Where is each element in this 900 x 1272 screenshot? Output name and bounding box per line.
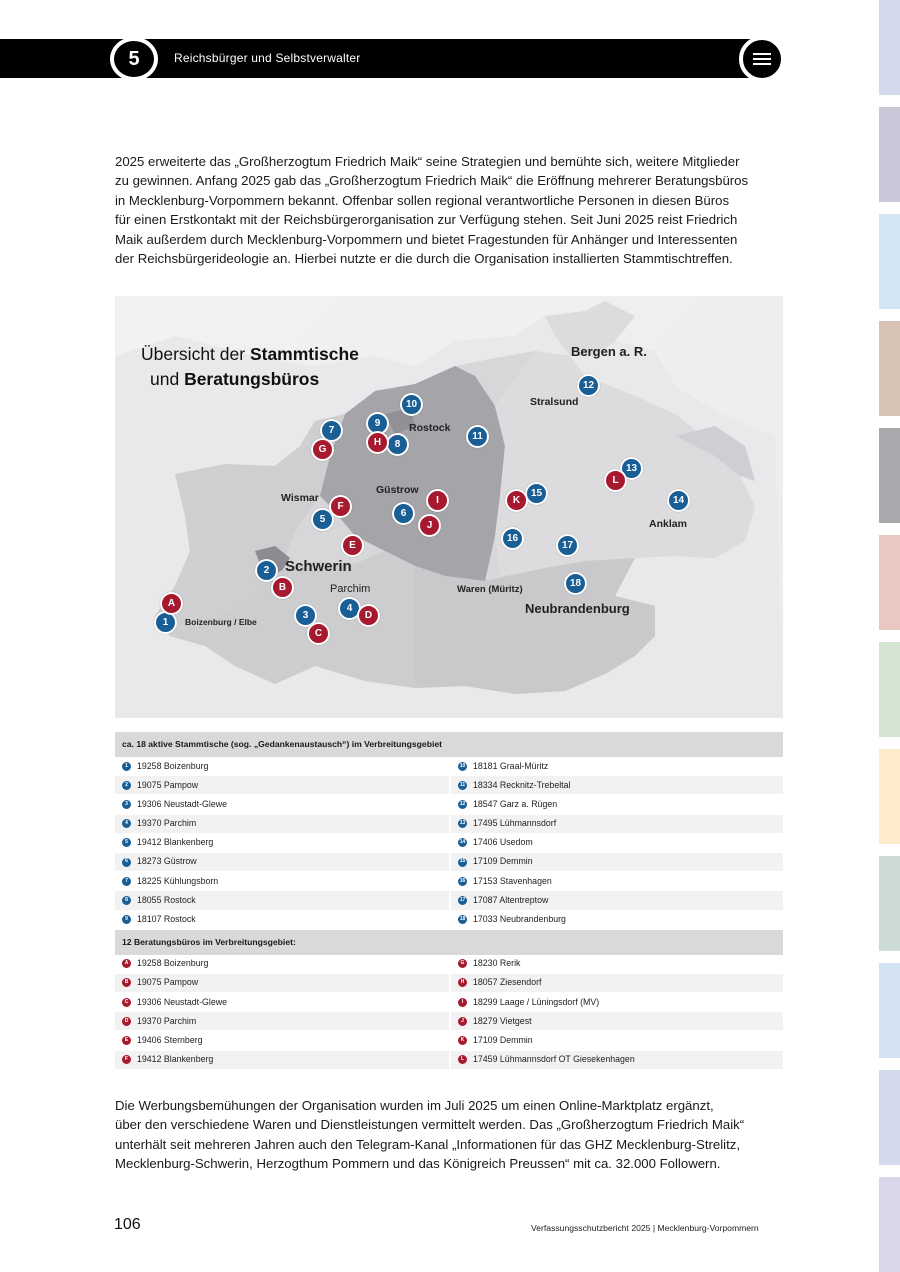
chapter-number-badge[interactable] [110, 37, 158, 81]
location-text: 18055 Rostock [137, 894, 196, 905]
marker-dot-icon: 18 [458, 915, 467, 924]
text-line: in Mecklenburg-Vorpommern bekannt. Offenbar sollen regional verantwortliche Personen in diesen Büros [115, 192, 730, 208]
table-row [115, 872, 783, 891]
table-cell [449, 872, 783, 891]
table-cell [449, 993, 783, 1012]
table-cell [115, 757, 449, 776]
stammtisch-marker[interactable]: 7 [320, 419, 343, 442]
location-text: 18225 Kühlungsborn [137, 875, 219, 886]
marker-dot-icon: 8 [122, 896, 131, 905]
stammtisch-marker[interactable]: 13 [620, 457, 643, 480]
location-text: 18279 Vietgest [473, 1015, 532, 1026]
table-row [115, 911, 783, 930]
stammtisch-marker[interactable]: 18 [564, 572, 587, 595]
stammtisch-marker[interactable]: 4 [338, 597, 361, 620]
chapter-number: 5 [128, 47, 140, 70]
hamburger-icon-line [753, 53, 771, 55]
location-text: 17153 Stavenhagen [473, 875, 552, 886]
table-cell [449, 795, 783, 814]
chapter-tab[interactable] [879, 321, 900, 416]
chapter-tab[interactable] [879, 535, 900, 630]
text-line: Mecklenburg-Schwerin, Herzogthum Pommern und das Königreich Preussen“ mit ca. 32.000 Followern. [115, 1156, 721, 1172]
table-section-header: ca. 18 aktive Stammtische (sog. „Gedankenaustausch“) im Verbreitungsgebiet [115, 732, 783, 757]
table-row [115, 891, 783, 910]
marker-dot-icon: 2 [122, 781, 131, 790]
chapter-tab[interactable] [879, 749, 900, 844]
marker-dot-icon: 15 [458, 858, 467, 867]
location-text: 18334 Recknitz-Trebeltal [473, 779, 571, 790]
table-row [115, 1031, 783, 1050]
location-text: 19306 Neustadt-Glewe [137, 798, 227, 809]
table-cell [115, 834, 449, 853]
text-line: für einen Erstkontakt mit der Reichsbürgerorganisation zur Verfügung stehen. Seit Juni 2025 reist Friedrich [115, 212, 738, 228]
beratungsbuero-marker[interactable]: E [341, 534, 364, 557]
location-text: 19412 Blankenberg [137, 837, 214, 848]
marker-dot-icon: F [122, 1055, 131, 1064]
town-label-schwerin: Schwerin [285, 558, 352, 575]
table-cell [449, 815, 783, 834]
stammtisch-marker[interactable]: 6 [392, 502, 415, 525]
table-cell [449, 1051, 783, 1070]
text-line: Maik außerdem durch Mecklenburg-Vorpommern und bietet Fragestunden für Anhänger und Interessenten [115, 231, 738, 247]
table-row [115, 1051, 783, 1070]
table-cell [115, 993, 449, 1012]
marker-dot-icon: D [122, 1017, 131, 1026]
location-text: 19370 Parchim [137, 1015, 197, 1026]
table-row [115, 1012, 783, 1031]
town-label-parchim: Parchim [330, 583, 371, 595]
table-row [115, 993, 783, 1012]
table-cell [115, 911, 449, 930]
table-cell [449, 757, 783, 776]
stammtisch-marker[interactable]: 12 [577, 374, 600, 397]
location-text: 17033 Neubrandenburg [473, 914, 566, 924]
chapter-tab[interactable] [879, 107, 900, 202]
table-section-header: 12 Beratungsbüros im Verbreitungsgebiet: [115, 930, 783, 955]
location-text: 19306 Neustadt-Glewe [137, 996, 227, 1007]
town-label-guestrow: Güstrow [376, 484, 419, 496]
marker-dot-icon: I [458, 998, 467, 1007]
marker-dot-icon: 11 [458, 781, 467, 790]
stammtische-rows [115, 757, 783, 930]
table-row [115, 853, 783, 872]
town-label-boizenburg: Boizenburg / Elbe [185, 617, 257, 627]
town-label-neubrandenburg: Neubrandenburg [525, 601, 630, 616]
text-line: 2025 erweiterte das „Großherzogtum Friedrich Maik“ seine Strategien und bemühte sich, weitere Mitglieder [115, 154, 740, 169]
marker-dot-icon: B [122, 978, 131, 987]
location-text: 17459 Lühmannsdorf OT Giesekenhagen [473, 1054, 635, 1065]
town-label-wismar: Wismar [281, 492, 319, 504]
table-cell [115, 795, 449, 814]
locations-table [115, 732, 783, 1070]
marker-dot-icon: 14 [458, 838, 467, 847]
table-row [115, 795, 783, 814]
marker-dot-icon: K [458, 1036, 467, 1045]
text-line: Die Werbungsbemühungen der Organisation wurden im Juli 2025 um einen Online-Marktplatz ergänzt, [115, 1098, 714, 1113]
location-text: 18181 Graal-Müritz [473, 760, 549, 771]
map-title: Übersicht der Stammtische und Beratungsbüros [141, 344, 359, 389]
beratungsbuero-marker[interactable]: A [160, 592, 183, 615]
marker-dot-icon: 13 [458, 819, 467, 828]
table-cell [449, 853, 783, 872]
outro-paragraph [115, 1096, 785, 1174]
marker-dot-icon: J [458, 1017, 467, 1026]
table-row [115, 834, 783, 853]
stammtisch-marker[interactable]: 15 [525, 482, 548, 505]
marker-dot-icon: 3 [122, 800, 131, 809]
table-cell [115, 955, 449, 974]
chapter-tab[interactable] [879, 214, 900, 309]
hamburger-icon-line [753, 63, 771, 65]
location-text: 18230 Rerik [473, 958, 521, 969]
chapter-tab[interactable] [879, 0, 900, 95]
text-line: über den verschiedene Waren und Dienstleistungen vermittelt werden. Das „Großherzogtum Friedrich Maik“ [115, 1117, 745, 1133]
table-row [115, 974, 783, 993]
stammtisch-marker[interactable]: 16 [501, 527, 524, 550]
stammtisch-marker[interactable]: 8 [386, 433, 409, 456]
chapter-tab[interactable] [879, 1070, 900, 1165]
beratungsbuero-marker[interactable]: L [604, 469, 627, 492]
table-cell [115, 776, 449, 795]
page-number: 106 [114, 1216, 141, 1233]
location-text: 17087 Altentreptow [473, 894, 549, 905]
beratungsbuero-marker[interactable]: D [357, 604, 380, 627]
location-text: 18273 Güstrow [137, 856, 197, 867]
beratungsbuero-marker[interactable]: F [329, 495, 352, 518]
beratungsbuero-marker[interactable]: J [418, 514, 441, 537]
stammtisch-marker[interactable]: 9 [366, 412, 389, 435]
town-label-rostock: Rostock [409, 422, 451, 434]
table-cell [115, 974, 449, 993]
table-row [115, 955, 783, 974]
table-cell [115, 891, 449, 910]
stammtisch-marker[interactable]: 3 [294, 604, 317, 627]
town-label-bergen: Bergen a. R. [571, 344, 647, 359]
marker-dot-icon: 1 [122, 762, 131, 771]
table-cell [449, 834, 783, 853]
table-cell [449, 776, 783, 795]
location-text: 18299 Laage / Lüningsdorf (MV) [473, 996, 600, 1007]
location-text: 19258 Boizenburg [137, 760, 209, 771]
beratungsbuero-marker[interactable]: C [307, 622, 330, 645]
text-line: der Reichsbürgerideologie an. Hierbei nutzte er die durch die Organisation installierten Stammtischtreffen. [115, 251, 733, 267]
table-row [115, 815, 783, 834]
intro-paragraph [115, 152, 785, 268]
table-cell [449, 911, 783, 930]
marker-dot-icon: 12 [458, 800, 467, 809]
table-row [115, 757, 783, 776]
table-cell [449, 891, 783, 910]
table-cell [449, 1031, 783, 1050]
location-text: 17109 Demmin [473, 856, 533, 867]
stammtisch-marker[interactable]: 2 [255, 559, 278, 582]
marker-dot-icon: 16 [458, 877, 467, 886]
location-text: 18547 Garz a. Rügen [473, 798, 558, 809]
table-cell [115, 872, 449, 891]
beratungsbuero-marker[interactable]: H [366, 431, 389, 454]
town-label-stralsund: Stralsund [530, 396, 579, 408]
town-label-anklam: Anklam [649, 518, 687, 530]
marker-dot-icon: 10 [458, 762, 467, 771]
location-text: 18057 Ziesendorf [473, 977, 542, 988]
table-row [115, 776, 783, 795]
chapter-tab[interactable] [879, 1177, 900, 1272]
stammtisch-marker[interactable]: 10 [400, 393, 423, 416]
location-text: 17109 Demmin [473, 1034, 533, 1045]
stammtisch-marker[interactable]: 11 [466, 425, 489, 448]
chapter-tab[interactable] [879, 428, 900, 523]
marker-dot-icon: L [458, 1055, 467, 1064]
location-text: 19075 Pampow [137, 779, 199, 790]
beratungsbuero-marker[interactable]: G [311, 438, 334, 461]
location-text: 19075 Pampow [137, 977, 199, 988]
marker-dot-icon: G [458, 959, 467, 968]
location-text: 17406 Usedom [473, 837, 533, 848]
chapter-tab[interactable] [879, 642, 900, 737]
location-text: 19406 Sternberg [137, 1034, 203, 1045]
table-cell [115, 1012, 449, 1031]
stammtisch-marker[interactable]: 1 [154, 611, 177, 634]
stammtisch-marker[interactable]: 17 [556, 534, 579, 557]
beratungsbuero-marker[interactable]: K [505, 489, 528, 512]
table-cell [449, 1012, 783, 1031]
location-text: 19370 Parchim [137, 818, 197, 829]
marker-dot-icon: E [122, 1036, 131, 1045]
marker-dot-icon: H [458, 978, 467, 987]
beratungsbuero-marker[interactable]: B [271, 576, 294, 599]
table-cell [115, 1031, 449, 1050]
marker-dot-icon: A [122, 959, 131, 968]
marker-dot-icon: 4 [122, 819, 131, 828]
table-cell [115, 815, 449, 834]
overview-map [115, 296, 783, 718]
table-cell [115, 853, 449, 872]
buero-rows [115, 955, 783, 1070]
marker-dot-icon: 6 [122, 858, 131, 867]
stammtisch-marker[interactable]: 5 [311, 508, 334, 531]
location-text: 18107 Rostock [137, 914, 196, 924]
chapter-tab[interactable] [879, 963, 900, 1058]
table-cell [115, 1051, 449, 1070]
marker-dot-icon: C [122, 998, 131, 1007]
table-cell [449, 955, 783, 974]
text-line: zu gewinnen. Anfang 2025 gab das „Großherzogtum Friedrich Maik“ die Eröffnung mehrerer Beratungsbüros [115, 173, 749, 189]
marker-dot-icon: 7 [122, 877, 131, 886]
marker-dot-icon: 5 [122, 838, 131, 847]
menu-button[interactable] [739, 36, 785, 82]
stammtisch-marker[interactable]: 14 [667, 489, 690, 512]
beratungsbuero-marker[interactable]: I [426, 489, 449, 512]
hamburger-icon-line [753, 58, 771, 60]
table-cell [449, 974, 783, 993]
location-text: 17495 Lühmannsdorf [473, 818, 557, 829]
chapter-title: Reichsbürger und Selbstverwalter [174, 51, 361, 65]
chapter-tab[interactable] [879, 856, 900, 951]
footer-text: Verfassungsschutzbericht 2025 | Mecklenburg-Vorpommern [531, 1223, 759, 1233]
town-label-waren: Waren (Müritz) [457, 584, 523, 595]
marker-dot-icon: 17 [458, 896, 467, 905]
location-text: 19412 Blankenberg [137, 1054, 214, 1065]
location-text: 19258 Boizenburg [137, 958, 209, 969]
text-line: unterhält seit mehreren Jahren auch den Telegram-Kanal „Informationen für das GHZ Mecklenburg-Strelitz, [115, 1136, 741, 1152]
marker-dot-icon: 9 [122, 915, 131, 924]
